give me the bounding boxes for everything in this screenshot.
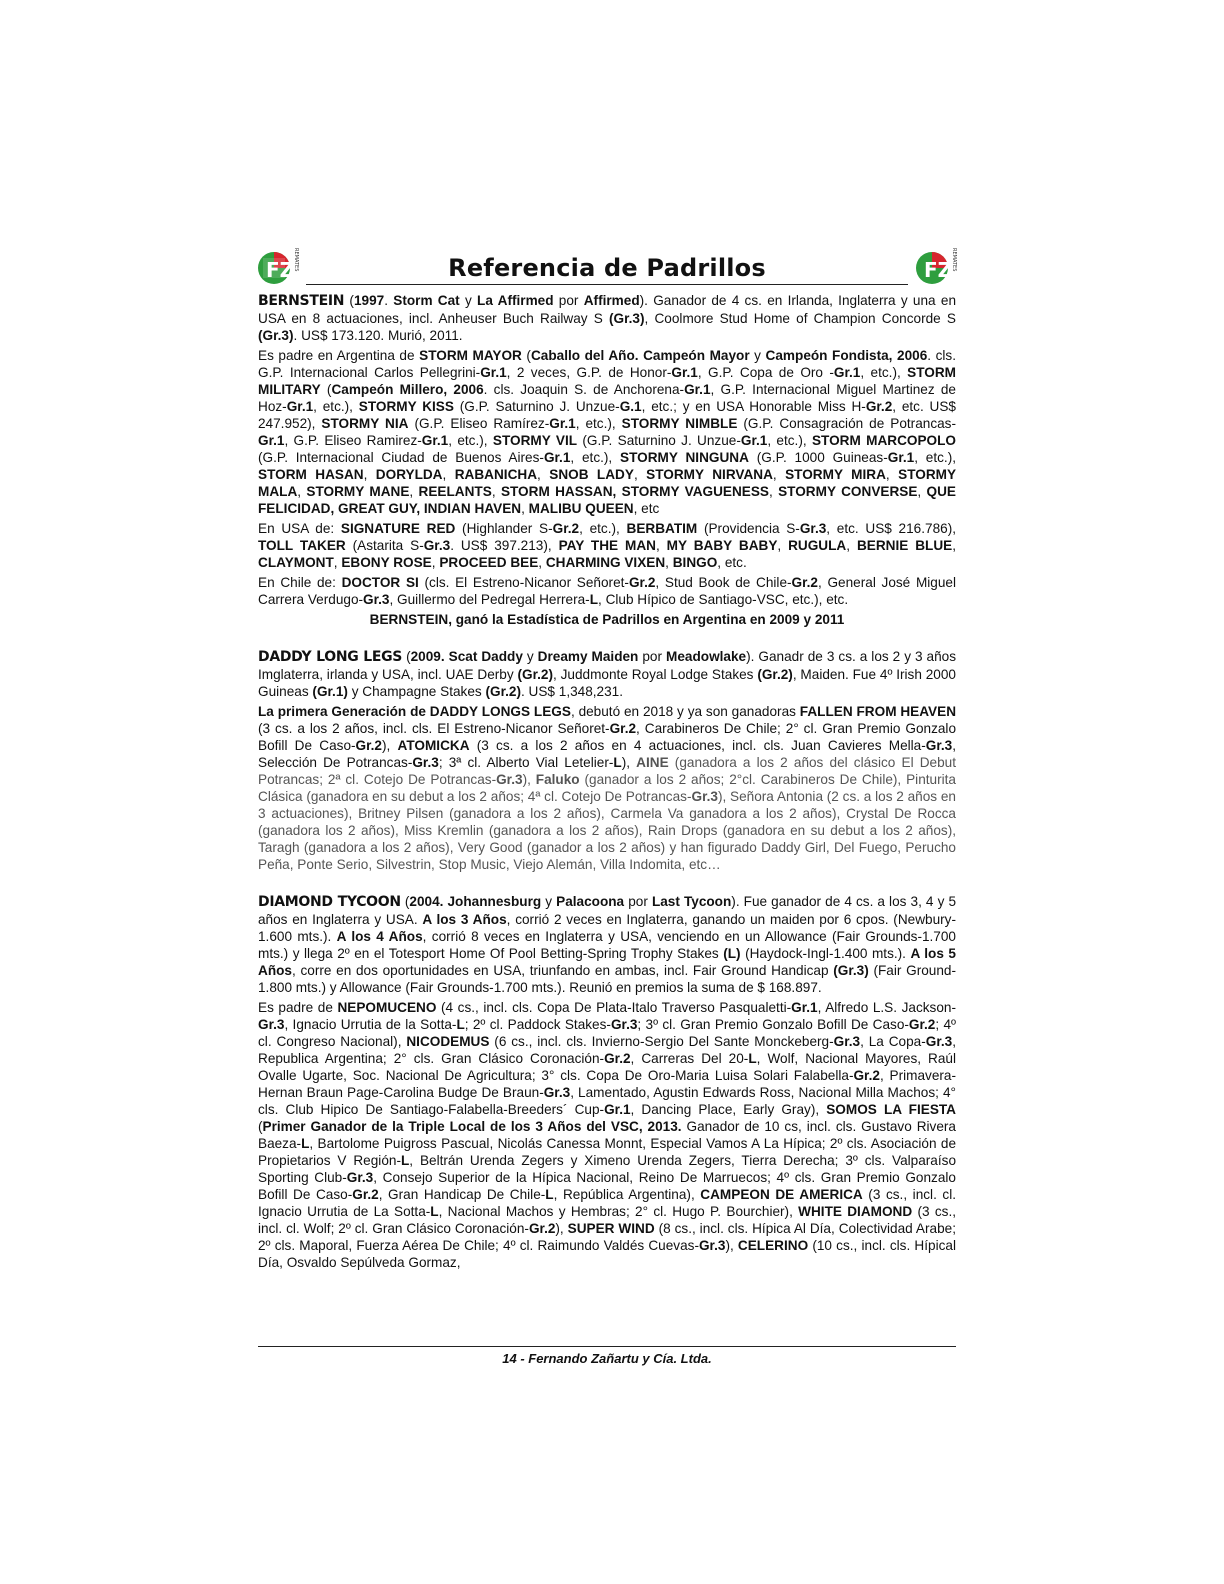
text-run: , G.P. Copa de Oro - — [697, 365, 834, 380]
text-run: , — [846, 538, 857, 553]
text-run: por — [624, 894, 652, 909]
text-run: , Carabineros De Chile; 2° cl. Gran Premio Gonzalo Bofill De Caso- — [258, 721, 957, 753]
page-content — [258, 244, 956, 1274]
text-run: , — [665, 555, 673, 570]
text-run: , — [952, 538, 956, 553]
text-run: y — [541, 894, 557, 909]
text-run: , Juddmonte Royal Lodge Stakes — [553, 667, 758, 682]
bold-text: STORMY MALA — [258, 467, 957, 499]
bold-text: CHARMING VIXEN — [545, 555, 666, 570]
bold-text: Gr.1 — [286, 399, 314, 414]
bold-text: STORMY NINGUNA — [620, 450, 749, 465]
logo-letters: FZ — [924, 258, 953, 282]
text-run: , etc — [633, 501, 660, 516]
text-run: ( — [344, 293, 354, 308]
text-run: (Providencia S- — [697, 521, 800, 536]
bold-text: STORMY MANE — [306, 484, 410, 499]
text-run: , corrió 2 veces en Inglaterra, ganando un maiden por 6 cpos. (Newbury-1.600 mts.). — [258, 912, 956, 944]
text-run: , — [538, 555, 546, 570]
bold-text: Gr.2 — [908, 1017, 936, 1032]
bold-text: Gr.3 — [346, 1170, 374, 1185]
text-run: ), — [382, 738, 398, 753]
bold-text: CLAYMONT — [258, 555, 334, 570]
text-run: , — [655, 538, 667, 553]
text-run: (G.P. Saturnino J. Unzue- — [453, 399, 620, 414]
bold-text: ATOMICKA — [397, 738, 470, 753]
bold-text: Gr.2 — [865, 399, 893, 414]
text-run: (G.P. Internacional Ciudad de Buenos Aires- — [258, 450, 544, 465]
text-run: (G.P. Consagración de Potrancas- — [737, 416, 956, 431]
bold-text: Last Tycoon — [651, 894, 732, 909]
bold-text: SNOB LADY — [549, 467, 634, 482]
text-run: (3 cs., incl. cl. Wolf; 2º cl. Gran Clásico Coronación- — [258, 1204, 956, 1236]
text-run: , Club Hípico de Santiago-VSC, etc.), etc. — [598, 592, 849, 607]
bold-text: Storm Cat — [393, 293, 460, 308]
bold-text: Gr.3 — [925, 1034, 953, 1049]
bold-text: STORMY CONVERSE — [778, 484, 918, 499]
text-run: , Consejo Superior de la Hípica Nacional, Reino De Marruecos; 4º cls. Gran Premio Gonzalo Bofill De Caso- — [258, 1170, 956, 1202]
spacer — [258, 876, 956, 893]
text-run: (Astarita S- — [345, 538, 424, 553]
text-run: Ganador de 10 cs, incl. cls. Gustavo Rivera Baeza- — [258, 1119, 956, 1151]
text-run: Es padre en Argentina de — [258, 348, 420, 363]
text-run: , Primavera- Hernan Braun Page-Carolina Budge De Braun- — [258, 1068, 956, 1100]
statistic-note: BERNSTEIN, ganó la Estadística de Padrillos en Argentina en 2009 y 2011 — [369, 612, 845, 627]
bold-text: Gr.1 — [833, 365, 861, 380]
bold-text: 2004. Johannesburg — [409, 894, 542, 909]
text-run: , Nacional Machos y Hembras; 2° cl. Hugo P. Bourchier), — [438, 1204, 799, 1219]
text-run: , Guillermo del Pedregal Herrera- — [389, 592, 590, 607]
bold-text: NICODEMUS — [406, 1034, 490, 1049]
bold-text: Gr.1 — [421, 433, 449, 448]
bold-text: FALLEN FROM HEAVEN — [799, 704, 957, 719]
bold-text: Gr.2 — [628, 575, 656, 590]
header-divider — [306, 284, 908, 285]
text-run: (G.P. 1000 Guineas- — [748, 450, 888, 465]
bold-text: RUGULA — [788, 538, 847, 553]
bold-text: Meadowlake — [666, 649, 747, 664]
bold-text: SOMOS LA FIESTA — [826, 1102, 956, 1117]
bold-text: REELANTS — [418, 484, 492, 499]
footer-text: 14 - Fernando Zañartu y Cía. Ltda. — [502, 1351, 712, 1366]
text-run: , — [431, 555, 440, 570]
paragraph — [258, 999, 956, 1271]
bold-text: Gr.2 — [528, 1221, 556, 1236]
bold-text: 2009. Scat Daddy — [410, 649, 523, 664]
text-run: por — [553, 293, 584, 308]
bold-text: Caballo del Año. Campeón Mayor — [530, 348, 750, 363]
text-run: ( — [521, 348, 531, 363]
bold-text: Gr.3 — [691, 789, 718, 804]
text-run: , — [772, 467, 786, 482]
text-run: ( — [402, 649, 411, 664]
text-run: , G.P. Internacional Miguel Martinez de Hoz- — [258, 382, 956, 414]
text-run: , G.P. Eliseo Ramirez- — [284, 433, 422, 448]
bold-text: Gr.2 — [352, 1187, 379, 1202]
text-run: , etc.), — [860, 365, 908, 380]
text-run: (8 cs., incl. cls. Hípica Al Día, Colectividad Arabe; 2º cls. Maporal, Fuerza Aérea De Chile; 4º cl. Raimundo Valdés Cuevas- — [258, 1221, 956, 1253]
bold-text: L — [613, 755, 622, 770]
bold-text: AINE — [636, 755, 669, 770]
text-run: Es padre de — [258, 1000, 338, 1015]
bold-text: L — [430, 1204, 439, 1219]
text-run: (4 cs., incl. cls. Copa De Plata-Italo Traverso Pasqualetti- — [436, 1000, 792, 1015]
text-run: ), — [522, 772, 536, 787]
bold-text: STORM HASAN — [258, 467, 364, 482]
text-run: (G.P. Eliseo Ramírez- — [408, 416, 550, 431]
bold-text: BINGO — [672, 555, 718, 570]
bold-text: Faluko — [535, 772, 580, 787]
bold-text: L — [748, 1051, 757, 1066]
text-run: (10 cs., incl. cls. Hípical Día, Osvaldo Sepúlveda Gormaz, — [258, 1238, 956, 1270]
bold-text: 1997 — [353, 293, 385, 308]
bold-text: Gr.1 — [543, 450, 571, 465]
document-body — [258, 292, 956, 1271]
text-run: , etc.), — [579, 521, 627, 536]
text-run: ), — [555, 1221, 568, 1236]
text-run: ). Ganador de 4 cs. en Irlanda, Inglaterra y una en USA en 8 actuaciones, incl. Anheuser Buch Railway S — [258, 293, 956, 326]
bold-text: Gr.1 — [684, 382, 711, 397]
text-run: (ganadora a los 2 años del clásico El Debut Potrancas; 2ª cl. Cotejo De Potrancas- — [258, 755, 957, 787]
text-run: En USA de: — [258, 521, 341, 536]
text-run: , Ignacio Urrutia de la Sotta- — [284, 1017, 457, 1032]
paragraph — [258, 347, 956, 517]
bold-text: (L) — [723, 946, 741, 961]
text-run: , Wolf, Nacional Mayores, Raúl Ovalle Ugarte, Soc. Nacional De Agricultura; 3° cls. Copa De Oro-Maria Luisa Solari Falabella- — [258, 1051, 957, 1083]
logo-side-text: REMATES — [293, 248, 299, 272]
page-header — [258, 244, 956, 292]
bold-text: NEPOMUCENO — [337, 1000, 437, 1015]
bold-text: Gr.3 — [610, 1017, 638, 1032]
text-run: , corrió 8 veces en Inglaterra y USA, venciendo en un Allowance (Fair Grounds-1.700 mts.) y llega 2º en el Totesport Home Of Pool Betting-Spring Trophy Stakes — [258, 929, 956, 961]
sire-name: BERNSTEIN — [258, 293, 345, 309]
text-run: , Coolmore Stud Home of Champion Concorde S — [644, 311, 956, 326]
bold-text: Gr.2 — [853, 1068, 880, 1083]
text-run: , etc.), — [313, 399, 359, 414]
bold-text: Gr.2 — [604, 1051, 631, 1066]
bold-text: A los 3 Años — [422, 912, 507, 927]
logo-letters: FZ — [266, 258, 295, 282]
paragraph — [258, 292, 956, 344]
text-run: , — [537, 467, 550, 482]
bold-text: (Gr.3) — [833, 963, 869, 978]
text-run: ), Señora Antonia (2 cs. a los 2 años en 3 actuaciones), Britney Pilsen (ganadora a los 2 años), Carmela Va ganadora a los 2 años), Crystal De Rocca (ganadora los 2 años), Miss Kremlin (ganadora a los 2 años), Rain Drops (ganadora en su debut a los 2 años), Taragh (ganadora a los 2 años), Very Good (ganador a los 2 años) y han figurado Daddy Girl, Del Fuego, Perucho Peña, Ponte Serio, Silvestrin, Stop Music, Viejo Alemán, Villa Indomita, etc… — [258, 789, 956, 872]
bold-text: Gr.2 — [552, 521, 580, 536]
text-run: (Highlander S- — [455, 521, 553, 536]
text-run: , Lamentado, Agustin Edwards Ross, Nacional Milla Machos; 4° cls. Club Hipico De Santiago-Falabella-Breeders´ Cup- — [258, 1085, 956, 1117]
text-run: (ganador a los 2 años; 2°cl. Carabineros De Chile), Pinturita Clásica (ganadora en su debut a los 2 años; 4ª cl. Cotejo De Potrancas- — [258, 772, 956, 804]
text-run: ; 2º cl. Paddock Stakes- — [464, 1017, 611, 1032]
bold-text: BERBATIM — [626, 521, 698, 536]
bold-text: A los 5 Años — [258, 946, 956, 978]
text-run: (3 cs. a los 2 años en 4 actuaciones, incl. cls. Juan Cavieres Mella- — [469, 738, 926, 753]
text-run: ), — [725, 1238, 738, 1253]
text-run: y — [459, 293, 478, 308]
sire-entry-daddy-long-legs — [258, 648, 956, 873]
bold-text: L — [301, 1136, 310, 1151]
text-run: , etc.), — [914, 450, 957, 465]
text-run: (cls. El Estreno-Nicanor Señoret- — [418, 575, 629, 590]
text-run: , República Argentina), — [553, 1187, 701, 1202]
bold-text: MALIBU QUEEN — [528, 501, 634, 516]
bold-text: Gr.1 — [604, 1102, 631, 1117]
paragraph — [258, 648, 956, 700]
bold-text: Gr.2 — [609, 721, 637, 736]
text-run: , Carreras Del 20- — [630, 1051, 749, 1066]
bold-text: Gr.1 — [740, 433, 768, 448]
text-run: , Bartolome Puigross Pascual, Nicolás Canessa Monnt, Especial Vamos A La Hípica; 2º cls. Asociación de Propietarios V Región- — [258, 1136, 956, 1168]
text-run: ; 3ª cl. Alberto Vial Letelier- — [438, 755, 614, 770]
text-run: , etc.), — [570, 450, 621, 465]
bold-text: Campeón Millero, 2006 — [331, 382, 484, 397]
bold-text: A los 4 Años — [336, 929, 423, 944]
text-run: ( — [400, 894, 410, 909]
bold-text: MY BABY BABY — [666, 538, 778, 553]
text-run: . US$ 397.213), — [450, 538, 559, 553]
text-run: , Gran Handicap De Chile- — [378, 1187, 546, 1202]
text-run: , Alfredo L.S. Jackson- — [817, 1000, 956, 1015]
bold-text: QUE FELICIDAD, GREAT GUY, INDIAN HAVEN — [258, 484, 956, 516]
bold-text: STORMY MIRA — [785, 467, 886, 482]
text-run: , — [333, 555, 342, 570]
bold-text: L — [545, 1187, 554, 1202]
sire-name: DADDY LONG LEGS — [258, 649, 403, 665]
bold-text: (Gr.3) — [609, 311, 645, 326]
bold-text: RABANICHA — [454, 467, 538, 482]
bold-text: WHITE DIAMOND — [798, 1204, 913, 1219]
text-run: , — [885, 467, 899, 482]
text-run: , etc.), — [448, 433, 493, 448]
text-run: , Beltrán Urenda Zegers y Ximeno Urenda Zegers, Tierra Derecha; 3º cls. Valparaíso Sporting Club- — [258, 1153, 957, 1185]
text-run: , debutó en 2018 y ya son ganadoras — [570, 704, 800, 719]
bold-text: Dreamy Maiden — [537, 649, 639, 664]
bold-text: (Gr.2) — [517, 667, 554, 682]
sire-name: DIAMOND TYCOON — [258, 894, 401, 910]
text-run: y — [522, 649, 538, 664]
text-run: , — [409, 484, 419, 499]
text-run: , — [633, 467, 647, 482]
text-run: , — [777, 538, 789, 553]
bold-text: La primera Generación de DADDY LONGS LEGS — [258, 704, 571, 719]
bold-text: TOLL TAKER — [258, 538, 346, 553]
bold-text: Gr.3 — [496, 772, 523, 787]
bold-text: Gr.3 — [543, 1085, 571, 1100]
bold-text: Primer Ganador de la Triple Local de los 3 Años del VSC, 2013. — [262, 1119, 682, 1134]
bold-text: La Affirmed — [477, 293, 554, 308]
bold-text: Gr.1 — [671, 365, 698, 380]
bold-text: SUPER WIND — [567, 1221, 655, 1236]
bold-text: STORM HASSAN, STORMY VAGUENESS — [500, 484, 769, 499]
paragraph — [258, 520, 956, 571]
bold-text: STORMY NIMBLE — [621, 416, 738, 431]
bold-text: PROCEED BEE — [439, 555, 539, 570]
bold-text: CAMPEON DE AMERICA — [700, 1187, 863, 1202]
footer-divider — [258, 1346, 956, 1347]
text-run: , 2 veces, G.P. de Honor- — [506, 365, 672, 380]
bold-text: Gr.3 — [363, 592, 390, 607]
bold-text: L — [589, 592, 599, 607]
bold-text: STORM MAYOR — [419, 348, 522, 363]
text-run: y — [749, 348, 766, 363]
text-run: , Selección De Potrancas- — [258, 738, 956, 770]
text-run: , Stud Book de Chile- — [655, 575, 792, 590]
text-run: por — [638, 649, 667, 664]
logo-side-text: REMATES — [951, 248, 957, 272]
text-run: ( — [258, 1119, 263, 1134]
text-run: , etc.), — [575, 416, 622, 431]
text-run: , Dancing Place, Early Gray), — [630, 1102, 827, 1117]
text-run: , Maiden. Fue 4º Irish 2000 Guineas — [258, 667, 956, 699]
bold-text: (Gr.2) — [757, 667, 793, 682]
text-run: (G.P. Saturnino J. Unzue- — [577, 433, 741, 448]
bold-text: STORMY NIA — [321, 416, 409, 431]
text-run: , — [363, 467, 376, 482]
bold-text: Affirmed — [583, 293, 640, 308]
bold-text: STORM MILITARY — [258, 365, 956, 397]
spacer — [258, 631, 956, 648]
bold-text: L — [456, 1017, 465, 1032]
text-run: , — [768, 484, 779, 499]
bold-text: Gr.3 — [925, 738, 953, 753]
bold-text: STORMY KISS — [358, 399, 454, 414]
text-run: , corre en dos oportunidades en USA, triunfando en ambas, incl. Fair Ground Handicap — [291, 963, 834, 978]
text-run: (Haydock-Ingl-1.400 mts.). — [740, 946, 911, 961]
text-run: , etc. US$ 247.952), — [258, 399, 956, 431]
company-logo-right — [914, 244, 958, 288]
bold-text: Gr.3 — [258, 1017, 285, 1032]
text-run: ; 4º cl. Congreso Nacional), — [258, 1017, 956, 1049]
text-run: ), — [621, 755, 637, 770]
bold-text: STORM MARCOPOLO — [811, 433, 956, 448]
text-run: , etc. — [717, 555, 747, 570]
text-run: , etc.), — [767, 433, 812, 448]
text-run: , Republica Argentina; 2° cls. Gran Clásico Coronación- — [258, 1034, 956, 1066]
bold-text: Gr.3 — [833, 1034, 861, 1049]
text-run: , — [521, 501, 529, 516]
bold-text: Gr.3 — [698, 1238, 726, 1253]
bold-text: STORMY NIRVANA — [646, 467, 773, 482]
bold-text: Gr.1 — [791, 1000, 818, 1015]
bold-text: PAY THE MAN — [558, 538, 656, 553]
paragraph — [258, 703, 956, 873]
bold-text: L — [400, 1153, 410, 1168]
text-run: (Fair Ground-1.800 mts.) y Allowance (Fair Grounds-1.700 mts.). Reunió en premios la suma de $ 168.897. — [258, 963, 956, 995]
text-run: , etc.; y en USA Honorable Miss H- — [641, 399, 866, 414]
page-footer — [258, 1346, 956, 1366]
bold-text: DORYLDA — [375, 467, 443, 482]
bold-text: Gr.1 — [258, 433, 285, 448]
text-run: , — [442, 467, 455, 482]
bold-text: Gr.1 — [887, 450, 915, 465]
bold-text: BERNIE BLUE — [856, 538, 953, 553]
text-run: , etc. US$ 216.786), — [826, 521, 956, 536]
bold-text: EBONY ROSE — [341, 555, 432, 570]
bold-text: Gr.3 — [799, 521, 827, 536]
text-run: , General José Miguel Carrera Verdugo- — [258, 575, 956, 607]
text-run: y Champagne Stakes — [347, 684, 486, 699]
text-run: , — [917, 484, 927, 499]
bold-text: Gr.3 — [412, 755, 439, 770]
bold-text: Campeón Fondista, 2006 — [765, 348, 928, 363]
sire-entry-bernstein — [258, 292, 956, 628]
bold-text: Gr.2 — [355, 738, 382, 753]
text-run: ; 3º cl. Gran Premio Gonzalo Bofill De Caso- — [637, 1017, 909, 1032]
sire-entry-diamond-tycoon — [258, 893, 956, 1271]
text-run: ). Ganadr de 3 cs. a los 2 y 3 años Imglaterra, irlanda y USA, incl. UAE Derby — [258, 649, 957, 682]
text-run: ). Fue ganador de 4 cs. a los 3, 4 y 5 años en Inglaterra y USA. — [258, 894, 957, 927]
text-run: . US$ 173.120. Murió, 2011. — [293, 328, 463, 343]
text-run: . cls. Joaquin S. de Anchorena- — [483, 382, 685, 397]
text-run: . US$ 1,348,231. — [520, 684, 624, 699]
paragraph — [258, 574, 956, 608]
bold-text: Gr.3 — [423, 538, 451, 553]
text-run: , — [297, 484, 307, 499]
text-run: (6 cs., incl. cls. Invierno-Sergio Del Sante Monckeberg- — [489, 1034, 834, 1049]
bold-text: (Gr.1) — [312, 684, 348, 699]
text-run: ( — [320, 382, 332, 397]
paragraph — [258, 893, 956, 996]
bold-text: (Gr.3) — [258, 328, 294, 343]
bold-text: DOCTOR SI — [341, 575, 419, 590]
bold-text: G.1 — [619, 399, 642, 414]
text-run: . — [384, 293, 394, 308]
bold-text: Gr.1 — [480, 365, 507, 380]
bold-text: SIGNATURE RED — [340, 521, 456, 536]
text-run: , — [491, 484, 501, 499]
text-run: (3 cs. a los 2 años, incl. cls. El Estreno-Nicanor Señoret- — [258, 721, 610, 736]
bold-text: Gr.2 — [791, 575, 818, 590]
bold-text: Gr.1 — [549, 416, 576, 431]
page-title: Referencia de Padrillos — [448, 254, 766, 282]
bold-text: Palacoona — [556, 894, 625, 909]
bold-text: CELERINO — [737, 1238, 809, 1253]
text-run: (3 cs., incl. cl. Ignacio Urrutia de La Sotta- — [258, 1187, 957, 1219]
bold-text: (Gr.2) — [485, 684, 521, 699]
bold-text: STORMY VIL — [492, 433, 578, 448]
text-run: , La Copa- — [860, 1034, 926, 1049]
text-run: . cls. G.P. Internacional Carlos Pellegrini- — [258, 348, 956, 380]
text-run: En Chile de: — [258, 575, 342, 590]
